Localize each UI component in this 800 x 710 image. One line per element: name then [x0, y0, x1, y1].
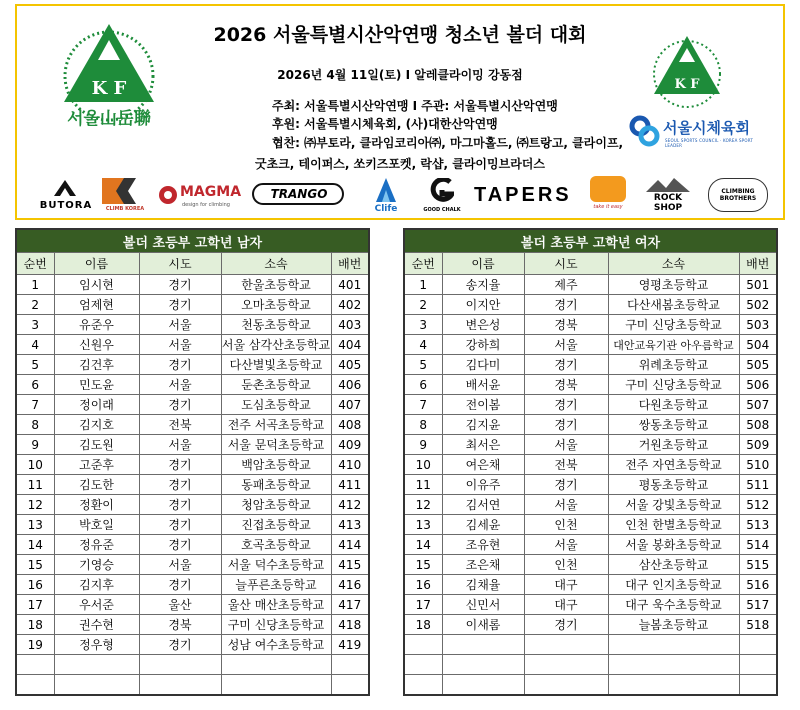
school-cell: 구미 신당초등학교	[608, 375, 739, 395]
row-number-cell: 14	[16, 535, 54, 555]
bib-number-cell: 404	[331, 335, 369, 355]
name-cell	[442, 635, 524, 655]
row-number-cell: 3	[404, 315, 442, 335]
row-number-cell: 12	[404, 495, 442, 515]
name-cell: 정유준	[54, 535, 139, 555]
name-cell: 우서준	[54, 595, 139, 615]
region-cell: 경기	[524, 615, 608, 635]
column-header: 시도	[139, 253, 221, 275]
name-cell: 신민서	[442, 595, 524, 615]
region-cell: 서울	[524, 335, 608, 355]
name-cell: 변은성	[442, 315, 524, 335]
girls-participant-table	[403, 228, 778, 696]
table-row	[16, 335, 369, 355]
bib-number-cell: 409	[331, 435, 369, 455]
table-row	[404, 275, 777, 295]
name-cell	[54, 655, 139, 675]
event-supporters: 후원: 서울특별시체육회, (사)대한산악연맹	[272, 117, 498, 131]
rock-shop-logo: ROCK SHOP	[640, 178, 696, 214]
table-row	[16, 575, 369, 595]
region-cell: 인천	[524, 555, 608, 575]
table-row	[404, 435, 777, 455]
table-row	[404, 555, 777, 575]
row-number-cell: 6	[404, 375, 442, 395]
row-number-cell: 12	[16, 495, 54, 515]
bib-number-cell: 416	[331, 575, 369, 595]
school-cell	[608, 655, 739, 675]
magma-logo: MAGMA design for climbing	[158, 184, 244, 212]
bib-number-cell: 418	[331, 615, 369, 635]
event-sponsors-line1: 협찬: ㈜부토라, 클라임코리아㈜, 마그마홀드, ㈜트랑고, 클라이프,	[272, 136, 624, 150]
bib-number-cell: 417	[331, 595, 369, 615]
region-cell: 울산	[139, 595, 221, 615]
school-cell: 위례초등학교	[608, 355, 739, 375]
school-cell: 대구 인지초등학교	[608, 575, 739, 595]
row-number-cell: 1	[16, 275, 54, 295]
name-cell: 김지호	[54, 415, 139, 435]
school-cell: 늘푸른초등학교	[221, 575, 331, 595]
row-number-cell: 10	[404, 455, 442, 475]
region-cell: 경기	[524, 475, 608, 495]
table-row	[16, 415, 369, 435]
school-cell: 동패초등학교	[221, 475, 331, 495]
event-title: 2026 서울특별시산악연맹 청소년 볼더 대회	[213, 24, 587, 46]
row-number-cell	[16, 675, 54, 696]
bib-number-cell: 406	[331, 375, 369, 395]
row-number-cell: 13	[16, 515, 54, 535]
region-cell: 제주	[524, 275, 608, 295]
school-cell: 늘봄초등학교	[608, 615, 739, 635]
school-cell: 전주 서곡초등학교	[221, 415, 331, 435]
column-header: 소속	[221, 253, 331, 275]
name-cell: 유준우	[54, 315, 139, 335]
region-cell: 경기	[139, 495, 221, 515]
bib-number-cell: 419	[331, 635, 369, 655]
table-row	[16, 315, 369, 335]
name-cell: 김서연	[442, 495, 524, 515]
region-cell: 경북	[524, 375, 608, 395]
school-cell: 쌍동초등학교	[608, 415, 739, 435]
table-row	[16, 435, 369, 455]
region-cell	[524, 635, 608, 655]
school-cell: 서울 문덕초등학교	[221, 435, 331, 455]
seoul-sports-emblem-icon	[627, 114, 661, 148]
school-cell: 평동초등학교	[608, 475, 739, 495]
row-number-cell	[404, 655, 442, 675]
name-cell: 정우형	[54, 635, 139, 655]
bib-number-cell: 509	[739, 435, 777, 455]
name-cell: 김도원	[54, 435, 139, 455]
school-cell	[608, 675, 739, 696]
row-number-cell: 7	[16, 395, 54, 415]
region-cell: 경기	[139, 355, 221, 375]
school-cell: 전주 자연초등학교	[608, 455, 739, 475]
school-cell	[221, 655, 331, 675]
region-cell: 대구	[524, 575, 608, 595]
bib-number-cell: 405	[331, 355, 369, 375]
region-cell	[524, 655, 608, 675]
region-cell: 경북	[139, 615, 221, 635]
bib-number-cell	[739, 675, 777, 696]
table-row	[16, 455, 369, 475]
seoul-sports-name: 서울시체육회	[663, 119, 750, 137]
bib-number-cell	[331, 655, 369, 675]
rock-shop-mountain-icon	[646, 178, 690, 192]
table-row	[16, 295, 369, 315]
name-cell	[442, 675, 524, 696]
column-header: 순번	[16, 253, 54, 275]
school-cell: 영평초등학교	[608, 275, 739, 295]
event-organizer: 주최: 서울특별시산악연맹 I 주관: 서울특별시산악연맹	[272, 99, 558, 113]
region-cell	[139, 675, 221, 696]
bib-number-cell: 503	[739, 315, 777, 335]
climb-korea-mark-icon	[102, 178, 146, 204]
butora-mark-icon	[52, 178, 78, 198]
row-number-cell: 19	[16, 635, 54, 655]
row-number-cell	[404, 635, 442, 655]
column-header: 이름	[54, 253, 139, 275]
school-cell: 대안교육기관 아우름학교	[608, 335, 739, 355]
climb-korea-logo: CLIMB KOREA	[100, 178, 150, 214]
row-number-cell: 15	[16, 555, 54, 575]
column-header: 순번	[404, 253, 442, 275]
region-cell: 서울	[139, 315, 221, 335]
bib-number-cell: 508	[739, 415, 777, 435]
region-cell: 경기	[139, 635, 221, 655]
school-cell: 다원초등학교	[608, 395, 739, 415]
bib-number-cell: 401	[331, 275, 369, 295]
name-cell: 임시현	[54, 275, 139, 295]
table-row	[404, 575, 777, 595]
column-header: 배번	[331, 253, 369, 275]
bib-number-cell: 515	[739, 555, 777, 575]
boys-table-title: 볼더 초등부 고학년 남자	[16, 229, 369, 253]
table-row	[16, 555, 369, 575]
table-row	[404, 315, 777, 335]
svg-text:K F: K F	[91, 78, 127, 99]
event-date-venue: 2026년 4월 11일(토) I 알레클라이밍 강동점	[277, 68, 523, 82]
row-number-cell	[16, 655, 54, 675]
region-cell: 경기	[139, 295, 221, 315]
row-number-cell: 5	[16, 355, 54, 375]
table-row	[404, 495, 777, 515]
table-row	[16, 655, 369, 675]
region-cell: 서울	[139, 555, 221, 575]
sockies-pocket-logo: take it easy	[588, 176, 628, 214]
school-cell: 서울 덕수초등학교	[221, 555, 331, 575]
bib-number-cell: 410	[331, 455, 369, 475]
school-cell: 성남 여수초등학교	[221, 635, 331, 655]
school-cell: 다산새봄초등학교	[608, 295, 739, 315]
region-cell: 경기	[524, 415, 608, 435]
school-cell	[221, 675, 331, 696]
bib-number-cell: 504	[739, 335, 777, 355]
region-cell: 서울	[139, 375, 221, 395]
row-number-cell: 17	[404, 595, 442, 615]
bib-number-cell: 506	[739, 375, 777, 395]
climbing-brothers-logo: CLIMBING BROTHERS	[706, 176, 770, 216]
bib-number-cell: 516	[739, 575, 777, 595]
column-header: 이름	[442, 253, 524, 275]
table-row	[16, 515, 369, 535]
bib-number-cell: 501	[739, 275, 777, 295]
clife-mark-icon	[372, 178, 400, 202]
row-number-cell: 9	[404, 435, 442, 455]
bib-number-cell: 510	[739, 455, 777, 475]
row-number-cell: 2	[16, 295, 54, 315]
region-cell: 대구	[524, 595, 608, 615]
school-cell: 구미 신당초등학교	[608, 315, 739, 335]
name-cell: 엄제현	[54, 295, 139, 315]
bib-number-cell: 512	[739, 495, 777, 515]
bib-number-cell: 402	[331, 295, 369, 315]
region-cell: 서울	[524, 495, 608, 515]
table-row	[404, 475, 777, 495]
row-number-cell: 4	[16, 335, 54, 355]
girls-table-title: 볼더 초등부 고학년 여자	[404, 229, 777, 253]
region-cell: 서울	[524, 535, 608, 555]
school-cell: 서울 강빛초등학교	[608, 495, 739, 515]
region-cell: 서울	[524, 435, 608, 455]
name-cell: 정환이	[54, 495, 139, 515]
table-row	[16, 375, 369, 395]
region-cell: 경기	[139, 275, 221, 295]
seoul-sports-subtext: SEOUL SPORTS COUNCIL · KOREA SPORT LEADER	[665, 138, 754, 148]
school-cell: 천동초등학교	[221, 315, 331, 335]
school-cell: 오마초등학교	[221, 295, 331, 315]
bib-number-cell: 507	[739, 395, 777, 415]
row-number-cell: 8	[16, 415, 54, 435]
region-cell: 경기	[139, 475, 221, 495]
name-cell: 배서윤	[442, 375, 524, 395]
bib-number-cell: 511	[739, 475, 777, 495]
column-header: 시도	[524, 253, 608, 275]
bib-number-cell: 413	[331, 515, 369, 535]
column-header: 배번	[739, 253, 777, 275]
table-row	[404, 395, 777, 415]
table-row	[404, 675, 777, 696]
region-cell: 경기	[139, 535, 221, 555]
table-row	[16, 535, 369, 555]
bib-number-cell: 403	[331, 315, 369, 335]
school-cell: 거원초등학교	[608, 435, 739, 455]
table-row	[16, 395, 369, 415]
region-cell: 서울	[139, 435, 221, 455]
name-cell: 이새롬	[442, 615, 524, 635]
column-header: 소속	[608, 253, 739, 275]
row-number-cell: 7	[404, 395, 442, 415]
school-cell: 서울 봉화초등학교	[608, 535, 739, 555]
name-cell: 박호일	[54, 515, 139, 535]
table-row	[404, 355, 777, 375]
name-cell: 민도윤	[54, 375, 139, 395]
table-row	[404, 615, 777, 635]
row-number-cell: 18	[16, 615, 54, 635]
row-number-cell: 10	[16, 455, 54, 475]
sockies-pocket-badge-icon	[590, 176, 626, 202]
name-cell: 여은채	[442, 455, 524, 475]
region-cell: 경기	[139, 395, 221, 415]
table-row	[404, 415, 777, 435]
name-cell	[54, 675, 139, 696]
school-cell: 삼산초등학교	[608, 555, 739, 575]
table-row	[16, 275, 369, 295]
tapers-logo: TAPERS	[474, 184, 572, 206]
row-number-cell: 5	[404, 355, 442, 375]
bib-number-cell: 414	[331, 535, 369, 555]
butora-logo: BUTORA	[38, 178, 94, 214]
row-number-cell: 3	[16, 315, 54, 335]
name-cell: 기영승	[54, 555, 139, 575]
school-cell: 진접초등학교	[221, 515, 331, 535]
region-cell: 전북	[524, 455, 608, 475]
name-cell: 강하희	[442, 335, 524, 355]
name-cell: 최서은	[442, 435, 524, 455]
region-cell: 전북	[139, 415, 221, 435]
school-cell: 인천 한별초등학교	[608, 515, 739, 535]
school-cell: 울산 매산초등학교	[221, 595, 331, 615]
name-cell: 이지안	[442, 295, 524, 315]
region-cell: 서울	[139, 335, 221, 355]
name-cell: 전이봄	[442, 395, 524, 415]
region-cell	[139, 655, 221, 675]
row-number-cell: 6	[16, 375, 54, 395]
svg-text:서울山岳聯: 서울山岳聯	[67, 109, 151, 129]
bib-number-cell: 408	[331, 415, 369, 435]
bib-number-cell	[331, 675, 369, 696]
name-cell: 김도한	[54, 475, 139, 495]
school-cell	[608, 635, 739, 655]
table-row	[16, 615, 369, 635]
row-number-cell: 4	[404, 335, 442, 355]
name-cell: 이유주	[442, 475, 524, 495]
name-cell: 김건후	[54, 355, 139, 375]
bib-number-cell: 502	[739, 295, 777, 315]
boys-participant-table	[15, 228, 370, 696]
region-cell: 경북	[524, 315, 608, 335]
region-cell: 인천	[524, 515, 608, 535]
region-cell: 경기	[139, 515, 221, 535]
row-number-cell: 8	[404, 415, 442, 435]
trango-logo: TRANGO	[252, 183, 346, 207]
name-cell: 정이래	[54, 395, 139, 415]
row-number-cell: 17	[16, 595, 54, 615]
row-number-cell: 9	[16, 435, 54, 455]
girls-table-header-row	[404, 253, 777, 275]
bib-number-cell: 412	[331, 495, 369, 515]
school-cell: 다산별빛초등학교	[221, 355, 331, 375]
clife-logo: Clife	[366, 178, 406, 216]
region-cell: 경기	[139, 455, 221, 475]
boys-table-header-row	[16, 253, 369, 275]
seoul-sports-council-logo	[625, 112, 765, 152]
bib-number-cell: 518	[739, 615, 777, 635]
region-cell	[524, 675, 608, 696]
name-cell: 김지윤	[442, 415, 524, 435]
table-row	[16, 495, 369, 515]
name-cell: 김다미	[442, 355, 524, 375]
school-cell: 구미 신당초등학교	[221, 615, 331, 635]
table-row	[16, 675, 369, 696]
row-number-cell: 1	[404, 275, 442, 295]
bib-number-cell: 415	[331, 555, 369, 575]
school-cell: 도심초등학교	[221, 395, 331, 415]
bib-number-cell	[739, 635, 777, 655]
table-row	[404, 455, 777, 475]
table-row	[404, 635, 777, 655]
name-cell: 송지율	[442, 275, 524, 295]
region-cell: 경기	[524, 295, 608, 315]
table-row	[16, 475, 369, 495]
row-number-cell: 11	[404, 475, 442, 495]
svg-text:K F: K F	[674, 77, 700, 92]
good-chalk-mark-icon	[430, 178, 454, 204]
school-cell: 대구 욱수초등학교	[608, 595, 739, 615]
name-cell: 고준후	[54, 455, 139, 475]
row-number-cell	[404, 675, 442, 696]
region-cell: 경기	[524, 395, 608, 415]
table-row	[404, 535, 777, 555]
table-row	[404, 335, 777, 355]
name-cell: 김세윤	[442, 515, 524, 535]
row-number-cell: 15	[404, 555, 442, 575]
name-cell: 김채율	[442, 575, 524, 595]
table-row	[404, 515, 777, 535]
bib-number-cell: 411	[331, 475, 369, 495]
region-cell: 경기	[524, 355, 608, 375]
name-cell: 김지후	[54, 575, 139, 595]
row-number-cell: 14	[404, 535, 442, 555]
table-row	[404, 595, 777, 615]
table-row	[16, 355, 369, 375]
row-number-cell: 18	[404, 615, 442, 635]
school-cell: 백암초등학교	[221, 455, 331, 475]
region-cell: 경기	[139, 575, 221, 595]
name-cell: 조유현	[442, 535, 524, 555]
school-cell: 둔촌초등학교	[221, 375, 331, 395]
school-cell: 한울초등학교	[221, 275, 331, 295]
school-cell: 호곡초등학교	[221, 535, 331, 555]
bib-number-cell: 514	[739, 535, 777, 555]
name-cell: 조은채	[442, 555, 524, 575]
bib-number-cell	[739, 655, 777, 675]
event-sponsors-line2: 굿초크, 테이퍼스, 쏘키즈포켓, 락샵, 클라이밍브라더스	[255, 157, 545, 171]
name-cell	[442, 655, 524, 675]
magma-mark-icon	[158, 185, 178, 205]
row-number-cell: 16	[404, 575, 442, 595]
bib-number-cell: 407	[331, 395, 369, 415]
bib-number-cell: 517	[739, 595, 777, 615]
row-number-cell: 2	[404, 295, 442, 315]
good-chalk-logo: GOOD CHALK	[420, 178, 464, 216]
table-row	[404, 295, 777, 315]
name-cell: 신원우	[54, 335, 139, 355]
table-row	[404, 655, 777, 675]
school-cell: 청암초등학교	[221, 495, 331, 515]
name-cell: 권수현	[54, 615, 139, 635]
row-number-cell: 16	[16, 575, 54, 595]
bib-number-cell: 513	[739, 515, 777, 535]
school-cell: 서울 삼각산초등학교	[221, 335, 331, 355]
row-number-cell: 11	[16, 475, 54, 495]
bib-number-cell: 505	[739, 355, 777, 375]
row-number-cell: 13	[404, 515, 442, 535]
table-row	[16, 635, 369, 655]
table-row	[404, 375, 777, 395]
table-row	[16, 595, 369, 615]
